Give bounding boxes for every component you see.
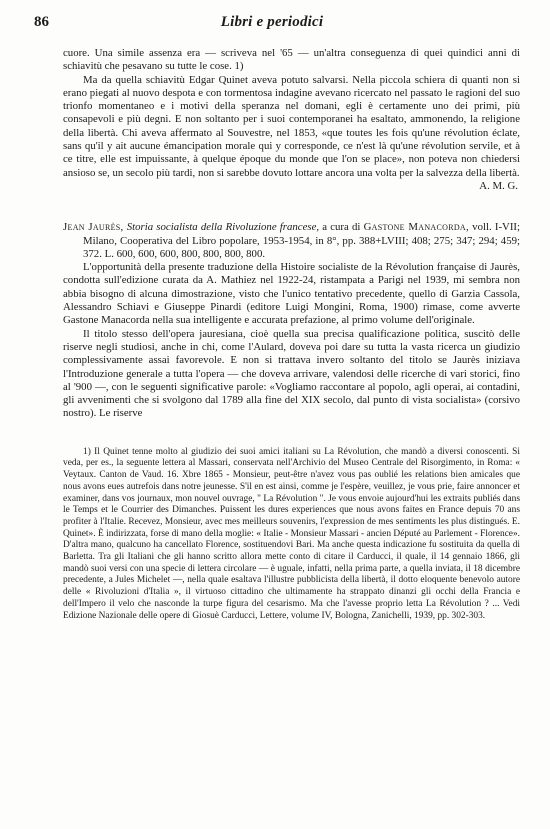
footnote-separator bbox=[63, 421, 520, 447]
page-number: 86 bbox=[34, 14, 49, 30]
ref-title: Storia socialista della Rivoluzione francese, bbox=[126, 221, 320, 234]
review1-paragraph-1: cuore. Una simile assenza era — scriveva nel '65 — un'altra conseguenza di quei quindici anni di schiavitù che pesavano su tutte le cose. 1) bbox=[63, 47, 520, 73]
ref-author: Jean Jaurès, bbox=[63, 221, 124, 234]
review2-paragraph-2: Il titolo stesso dell'opera jauresiana, cioè quella sua precisa qualificazione politica, suscitò delle riserve negli studiosi, anche in chi, come l'Aulard, doveva poi dare su tutta la vasta ricerca un giudizio complessivamente assai favorevole. E non si trattava invero soltanto del titolo se Jaurès iniziava l'Introduzione generale a tutta l'opera — che doveva arrivare, valendosi delle ricerche di vari storici, fino al '900 —, con le seguenti significative parole: «Vogliamo raccontare al popolo, agli operai, ai contadini, gli avvenimenti che si svolgono dal 1789 alla fine del XIX secolo, dal punto di vista socialista» (corsivo nostro). Le riserve bbox=[63, 327, 520, 420]
footnote bbox=[63, 447, 520, 623]
page-body bbox=[63, 47, 520, 622]
review2-bibliographic-reference bbox=[63, 221, 520, 261]
review1-signature: A. M. G. bbox=[479, 179, 518, 192]
ref-curator: Gastone Manacorda, bbox=[363, 221, 469, 234]
ref-details: voll. I-VII; Milano, Cooperativa del Libro popolare, 1953-1954, in 8°, pp. 388+LVIII; 408; 275; 347; 294; 459; 372. L. 600, 600, 600, 800, 800, 800, 800. bbox=[83, 221, 521, 260]
running-title: Libri e periodici bbox=[220, 14, 324, 30]
review2-paragraph-1: L'opportunità della presente traduzione della Histoire socialiste de la Révolution française di Jaurès, condotta sull'edizione curata da A. Mathiez nel 1922-24, ristampata a Parigi nel 1939, mi sembra non abbia bisogno di alcuna dimostrazione, visto che l'unico tentativo precedente, quello di Garzia Cassola, Alessandro Schiavi e Giuseppe Pinardi (editore Luigi Mongini, Roma, 1900) rimase, come avverte Gastone Manacorda nella sua intelligente e accurata prefazione, al primo volume dell'originale. bbox=[63, 261, 520, 327]
page-header bbox=[34, 14, 510, 34]
ref-curator-pre: a cura di bbox=[322, 221, 361, 234]
review1-paragraph-2: Ma da quella schiavitù Edgar Quinet aveva potuto salvarsi. Nella piccola schiera di quanti non si erano piegati al nuovo despota e con tormentosa indagine avevano ricercato nel passato le ragioni del suo trionfo momentaneo e i motivi della speranza nel domani, egli è certamente uno dei primi, più consapevoli e più degni. E non soltanto per i suoi contemporanei ha esaltato, ammonendo, la religione della libertà. Chi aveva affermato al Souvestre, nel 1853, «que toutes les fois qu'une révolution éclate, sans qu'il y ait aucune émancipation morale qui y corresponde, ce n'est là qu'une révolution servile, et à ce titre, elle est impuissante, à quelque époque du monde que l'on se place», non poteva non chiedersi ansioso se, un secolo più tardi, non si sarebbe dovuto lottare ancora una volta per la salvezza della libertà. bbox=[63, 73, 520, 179]
section-gap bbox=[63, 193, 520, 221]
footnote-1: 1) Il Quinet tenne molto al giudizio dei suoi amici italiani su La Révolution, che mandò a diversi conoscenti. Si veda, per es., la seguente lettera al Massari, conservata nell'Archivio del Museo Centrale del Risorgimento, in Roma: « Veytaux. Canton de Vaud. 16. Xbre 1865 - Monsieur, peut-être n'avez vous pas oublié les relations bien amicales que nous avons eues autrefois dans notre jeunesse. S'il en est ainsi, comme je l'espère, veuillez, je vous prie, faire annoncer et examiner, dans vos journaux, mon nouvel ouvrage, " La Révolution ". Je vous envoie aujourd'hui les extraits publiés dans le Temps et le Courrier des Dimanches. Puissent les dures experiences que nous avons faites en France depuis 70 ans profiter à l'Italie. Recevez, Monsieur, avec mes meilleurs souvenirs, l'expression de mes sentiments les plus distingués. E. Quinet». È indirizzata, forse di mano della moglie: « Italie - Monsieur Massari - ancien Député au Parlement - Florence». D'altra mano, qualcuno ha cancellato Florence, sostituendovi Bari. Ma anche questa indicazione fu sostituita da quella di Barletta. Tra gli Italiani che gli hanno scritto allora mette conto di citare il Carducci, il quale, il 14 gennaio 1866, gli mandò suoi versi con una specie di lettera circolare — è uguale, infatti, nella prima parte, a quella inviata, il 18 dicembre precedente, a Jules Michelet —, nella quale esaltava l'illustre pubblicista della libertà, il dotto eloquente benevolo autore delle « Rivoluzioni d'Italia », il virtuoso cittadino che ultimamente ha strappato dinanzi gli occhi della Francia e dell'Impero il velo che nasconde la turpe figura del cesarismo. Ma che l'avesse proprio letta La Révolution ? ... Vedi Edizione Nazionale delle opere di Giosuè Carducci, Lettere, volume IV, Bologna, Zanichelli, 1939, pp. 302-303. bbox=[63, 446, 520, 621]
